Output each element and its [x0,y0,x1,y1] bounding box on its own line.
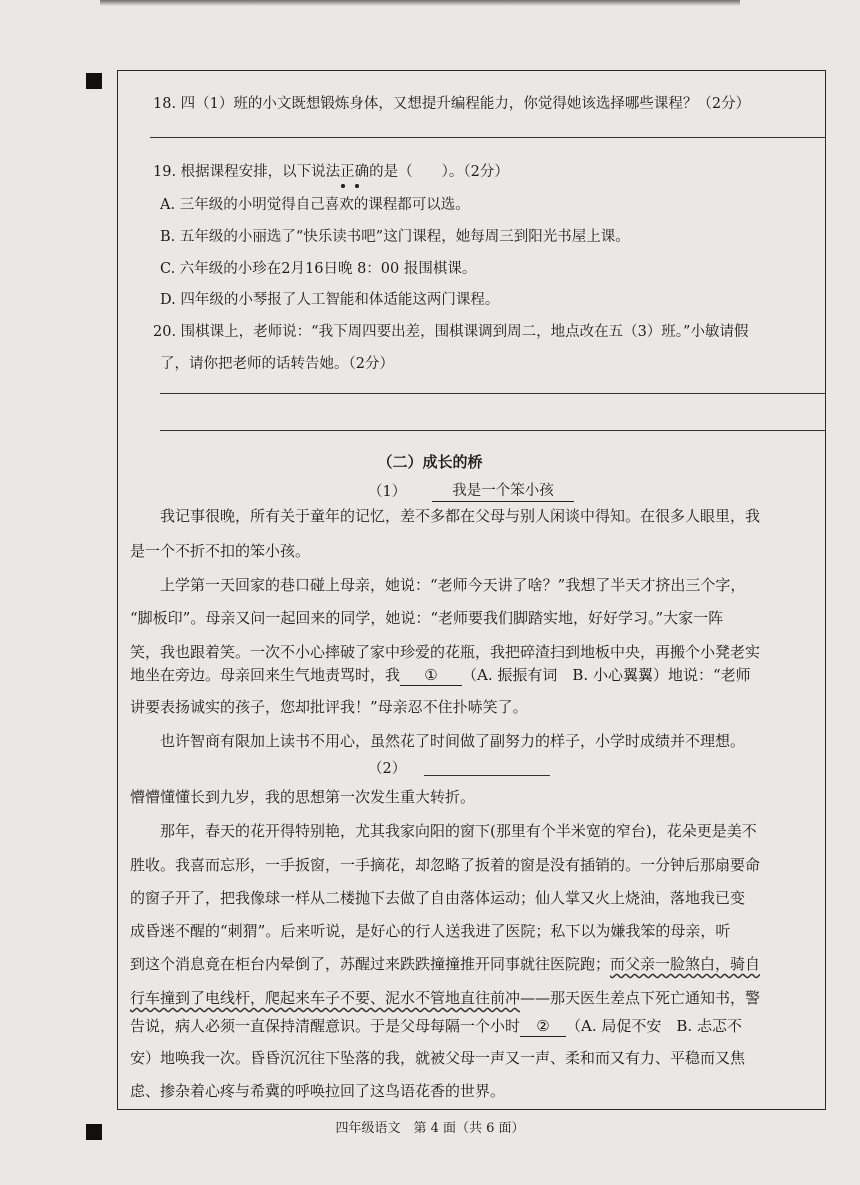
passage-p5-line-7-end: （A. 局促不安 B. 忐忑不 [566,1017,742,1035]
passage-p4-line-1: 懵懵懂懂长到九岁，我的思想第一次发生重大转折。 [130,788,476,806]
subtitle-1-title: 我是一个笨小孩 [432,482,574,502]
emphasis-dot [355,184,359,188]
answer-line-20a[interactable] [160,393,826,394]
blank-1[interactable]: ① [400,665,462,686]
passage-p5-line-5 [130,954,760,974]
passage-p1-line-1: 我记事很晚，所有关于童年的记忆，差不多都在父母与别人闲谈中得知。在很多人眼里，我 [160,507,761,525]
passage-p2-line-4-start: 地坐在旁边。母亲回来生气地责骂时，我 [130,666,401,684]
passage-p5-line-8: 安）地唤我一次。昏昏沉沉往下坠落的我，就被父母一声又一声、柔和而又有力、平稳而又焦 [130,1049,746,1067]
wavy-underlined-text: 而父亲一脸煞白，骑自 [610,955,761,973]
passage-p5-line-6-end: ——那天医生差点下死亡通知书，警 [520,989,761,1007]
passage-p5-line-7 [130,1016,742,1037]
option-b: B. 五年级的小丽选了“快乐读书吧”这门课程，她每周三到阳光书屋上课。 [160,229,630,245]
passage-p5-line-5-start: 到这个消息竟在柜台内晕倒了，苏醒过来跌跌撞撞推开同事就往医院跑； [130,955,611,973]
subtitle-2-blank[interactable] [424,775,550,776]
blank-2[interactable]: ② [520,1016,566,1037]
passage-p5-line-7-start: 告说，病人必须一直保持清醒意识。于是父母每隔一个小时 [130,1017,521,1035]
passage-p5-line-4: 成昏迷不醒的“刺猬”。后来听说，是好心的行人送我进了医院；私下以为嫌我笨的母亲，听 [130,922,731,940]
option-a: A. 三年级的小明觉得自己喜欢的课程都可以选。 [160,197,470,213]
subtitle-2-number: （2） [368,761,407,777]
wavy-underlined-text: 行车撞到了电线杆，爬起来车子不要、泥水不管地直往前冲 [130,989,521,1007]
passage-p2-line-4 [130,665,751,686]
question-20-line-1: 20. 围棋课上，老师说：“我下周四要出差，围棋课调到周二，地点改在五（3）班。”小敏请假 [153,324,749,340]
question-19: 19. 根据课程安排，以下说法正确的是（ ）。（2分） [153,164,509,180]
option-c: C. 六年级的小珍在2月16日晚 8：00 报围棋课。 [160,261,477,277]
subtitle-1-number: （1） [368,484,407,500]
passage-p2-line-4-end: （A. 振振有词 B. 小心翼翼）地说：“老师 [462,666,751,684]
passage-p2-line-1: 上学第一天回家的巷口碰上母亲，她说：“老师今天讲了啥？”我想了半天才挤出三个字， [160,576,746,594]
answer-line-20b[interactable] [160,430,826,431]
passage-p5-line-2: 胜收。我喜而忘形，一手扳窗，一手摘花，却忽略了扳着的窗是没有插销的。一分钟后那扇要命 [130,856,761,874]
passage-p2-line-5: 讲要表扬诚实的孩子，您却批评我！”母亲忍不住扑哧笑了。 [130,698,528,716]
passage-p2-line-2: “脚板印”。母亲又问一起回来的同学，她说：“老师要我们脚踏实地，好好学习。”大家一阵 [130,609,724,627]
registration-mark-top [86,73,102,89]
scan-top-shadow [100,0,740,6]
passage-p5-line-9: 虑、掺杂着心疼与希冀的呼唤拉回了这鸟语花香的世界。 [130,1082,506,1100]
question-20-line-2: 了，请你把老师的话转告她。（2分） [160,356,394,372]
passage-p5-line-1: 那年，春天的花开得特别艳，尤其我家向阳的窗下(那里有个半米宽的窄台)，花朵更是美不 [160,822,757,840]
passage-p3-line-1: 也许智商有限加上读书不用心，虽然花了时间做了副努力的样子，小学时成绩并不理想。 [160,732,746,750]
answer-line-18[interactable] [150,137,826,138]
option-d: D. 四年级的小琴报了人工智能和体适能这两门课程。 [160,292,500,308]
emphasis-dot [341,184,345,188]
section-title: （二）成长的桥 [377,453,483,471]
passage-p5-line-3: 的窗子开了，把我像球一样从二楼抛下去做了自由落体运动；仙人掌又火上烧油，落地我已变 [130,889,746,907]
passage-p5-line-6 [130,988,760,1008]
passage-p1-line-2: 是一个不折不扣的笨小孩。 [130,542,311,560]
question-18: 18. 四（1）班的小文既想锻炼身体，又想提升编程能力，你觉得她该选择哪些课程？（2分） [153,96,751,112]
page-footer: 四年级语文 第 4 面（共 6 面） [335,1121,525,1136]
passage-p2-line-3: 笑，我也跟着笑。一次不小心摔破了家中珍爱的花瓶，我把碎渣扫到地板中央，再搬个小凳老实 [130,643,761,661]
